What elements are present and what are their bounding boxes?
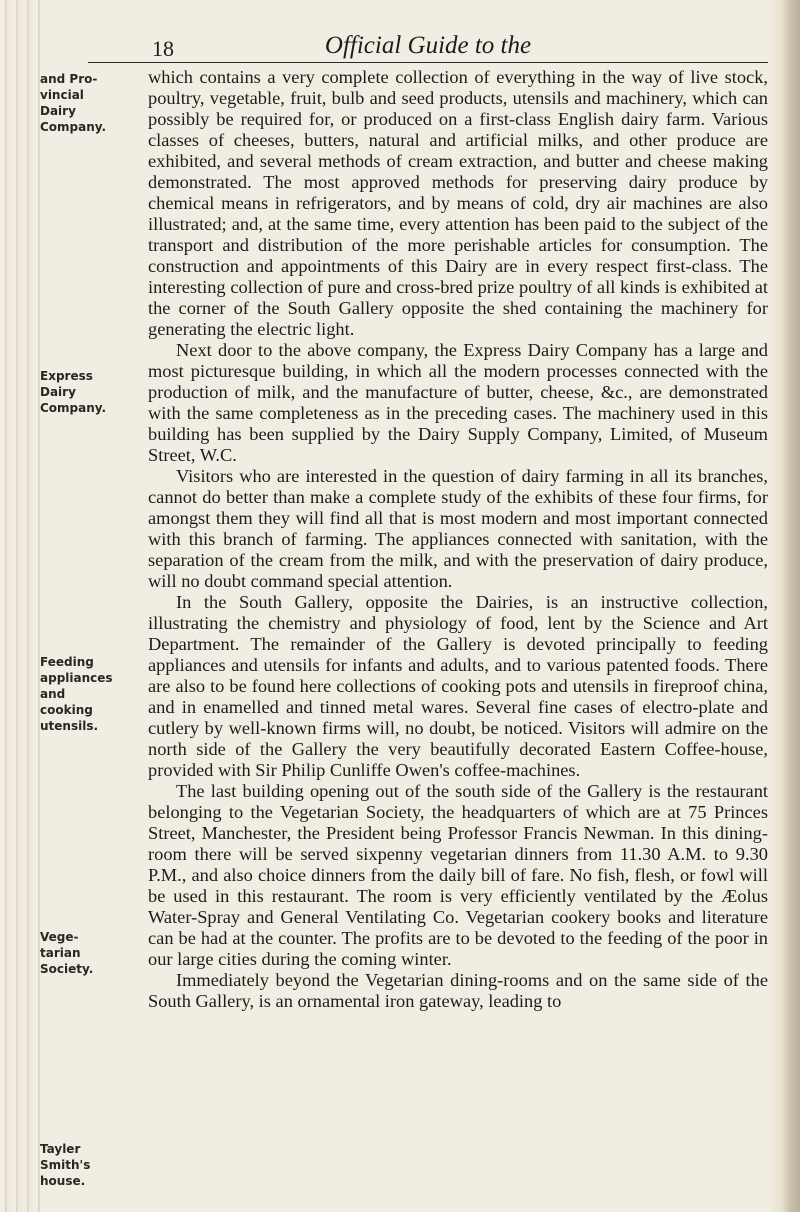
body-text xyxy=(148,67,768,1012)
side-note-tayler-smith: Tayler Smith's house. xyxy=(40,1142,91,1188)
page-edge-shadow xyxy=(770,0,800,1212)
page-header xyxy=(88,18,768,63)
binding-gutter xyxy=(0,0,40,1212)
side-note-vegetarian-society: Vege- tarian Society. xyxy=(40,930,94,976)
paragraph: The last building opening out of the south side of the Gallery is the restaurant belonging to the Vegetarian Society, the headquarters of which are at 75 Princes Street, Manchester, the President being Professor Francis Newman. In this dining-room there will be served sixpenny vegetarian dinners from 11.30 A.M. to 9.30 P.M., and also choice dinners from the daily bill of fare. No fish, flesh, or fowl will be used in this restaurant. The room is very efficiently ventilated by the Æolus Water-Spray and General Ventilating Co. Vegetarian cookery books and literature can be had at the counter. The profits are to be devoted to the feeding of the poor in our large cities during the coming winter. xyxy=(148,781,768,969)
paragraph: In the South Gallery, opposite the Dairies, is an instructive collection, illustrating the chemistry and physiology of food, lent by the Science and Art Department. The remainder of the Gallery is devoted principally to feeding appliances and utensils for infants and adults, and to various patented foods. There are also to be found here collections of cooking pots and utensils in fireproof china, and in enamelled and tinned metal wares. Several fine cases of electro-plate and cutlery by well-known firms will, no doubt, be noticed. Visitors will admire on the north side of the Gallery the very beautifully decorated Eastern Coffee-house, provided with Sir Philip Cunliffe Owen's coffee-machines. xyxy=(148,592,768,780)
paragraph: Visitors who are interested in the question of dairy farming in all its branches, cannot do better than make a complete study of the exhibits of these four firms, for amongst them they will find all that is most modern and most important connected with this branch of farming. The appliances connected with sanitation, with the separation of the cream from the milk, and with the preservation of dairy produce, will no doubt command special attention. xyxy=(148,466,768,591)
page-number: 18 xyxy=(152,36,174,61)
side-note-express-dairy: Express Dairy Company. xyxy=(40,369,107,415)
paragraph: which contains a very complete collection of everything in the way of live stock, poultry, vegetable, fruit, bulb and seed products, utensils and machinery, which can possibly be required for, or produced on a first-class English dairy farm. Various classes of cheeses, butters, natural and artificial milks, and other produce are exhibited, and several methods of cream extraction, and butter and cheese making demonstrated. The most approved methods for preserving dairy produce by chemical means in refrigerators, and by means of cold, dry air machines are also illustrated; and, at the same time, every attention has been paid to the subject of the transport and distribution of the more perishable articles for consumption. The construction and appointments of this Dairy are in every respect first-class. The interesting collection of pure and cross-bred prize poultry of all kinds is exhibited at the corner of the South Gallery opposite the shed containing the machinery for generating the electric light. xyxy=(148,67,768,339)
paragraph: Next door to the above company, the Express Dairy Company has a large and most picturesque building, in which all the modern processes connected with the production of milk, and the manufacture of butter, cheese, &c., are demonstrated with the same completeness as in the preceding cases. The machinery used in this building has been supplied by the Dairy Supply Company, Limited, of Museum Street, W.C. xyxy=(148,340,768,465)
side-note-provincial-dairy: and Pro- vincial Dairy Company. xyxy=(40,72,107,134)
side-note-feeding-appliances: Feeding appliances and cooking utensils. xyxy=(40,655,113,733)
running-title: Official Guide to the xyxy=(324,32,532,59)
paragraph: Immediately beyond the Vegetarian dining-rooms and on the same side of the South Gallery, is an ornamental iron gateway, leading to xyxy=(148,970,768,1011)
